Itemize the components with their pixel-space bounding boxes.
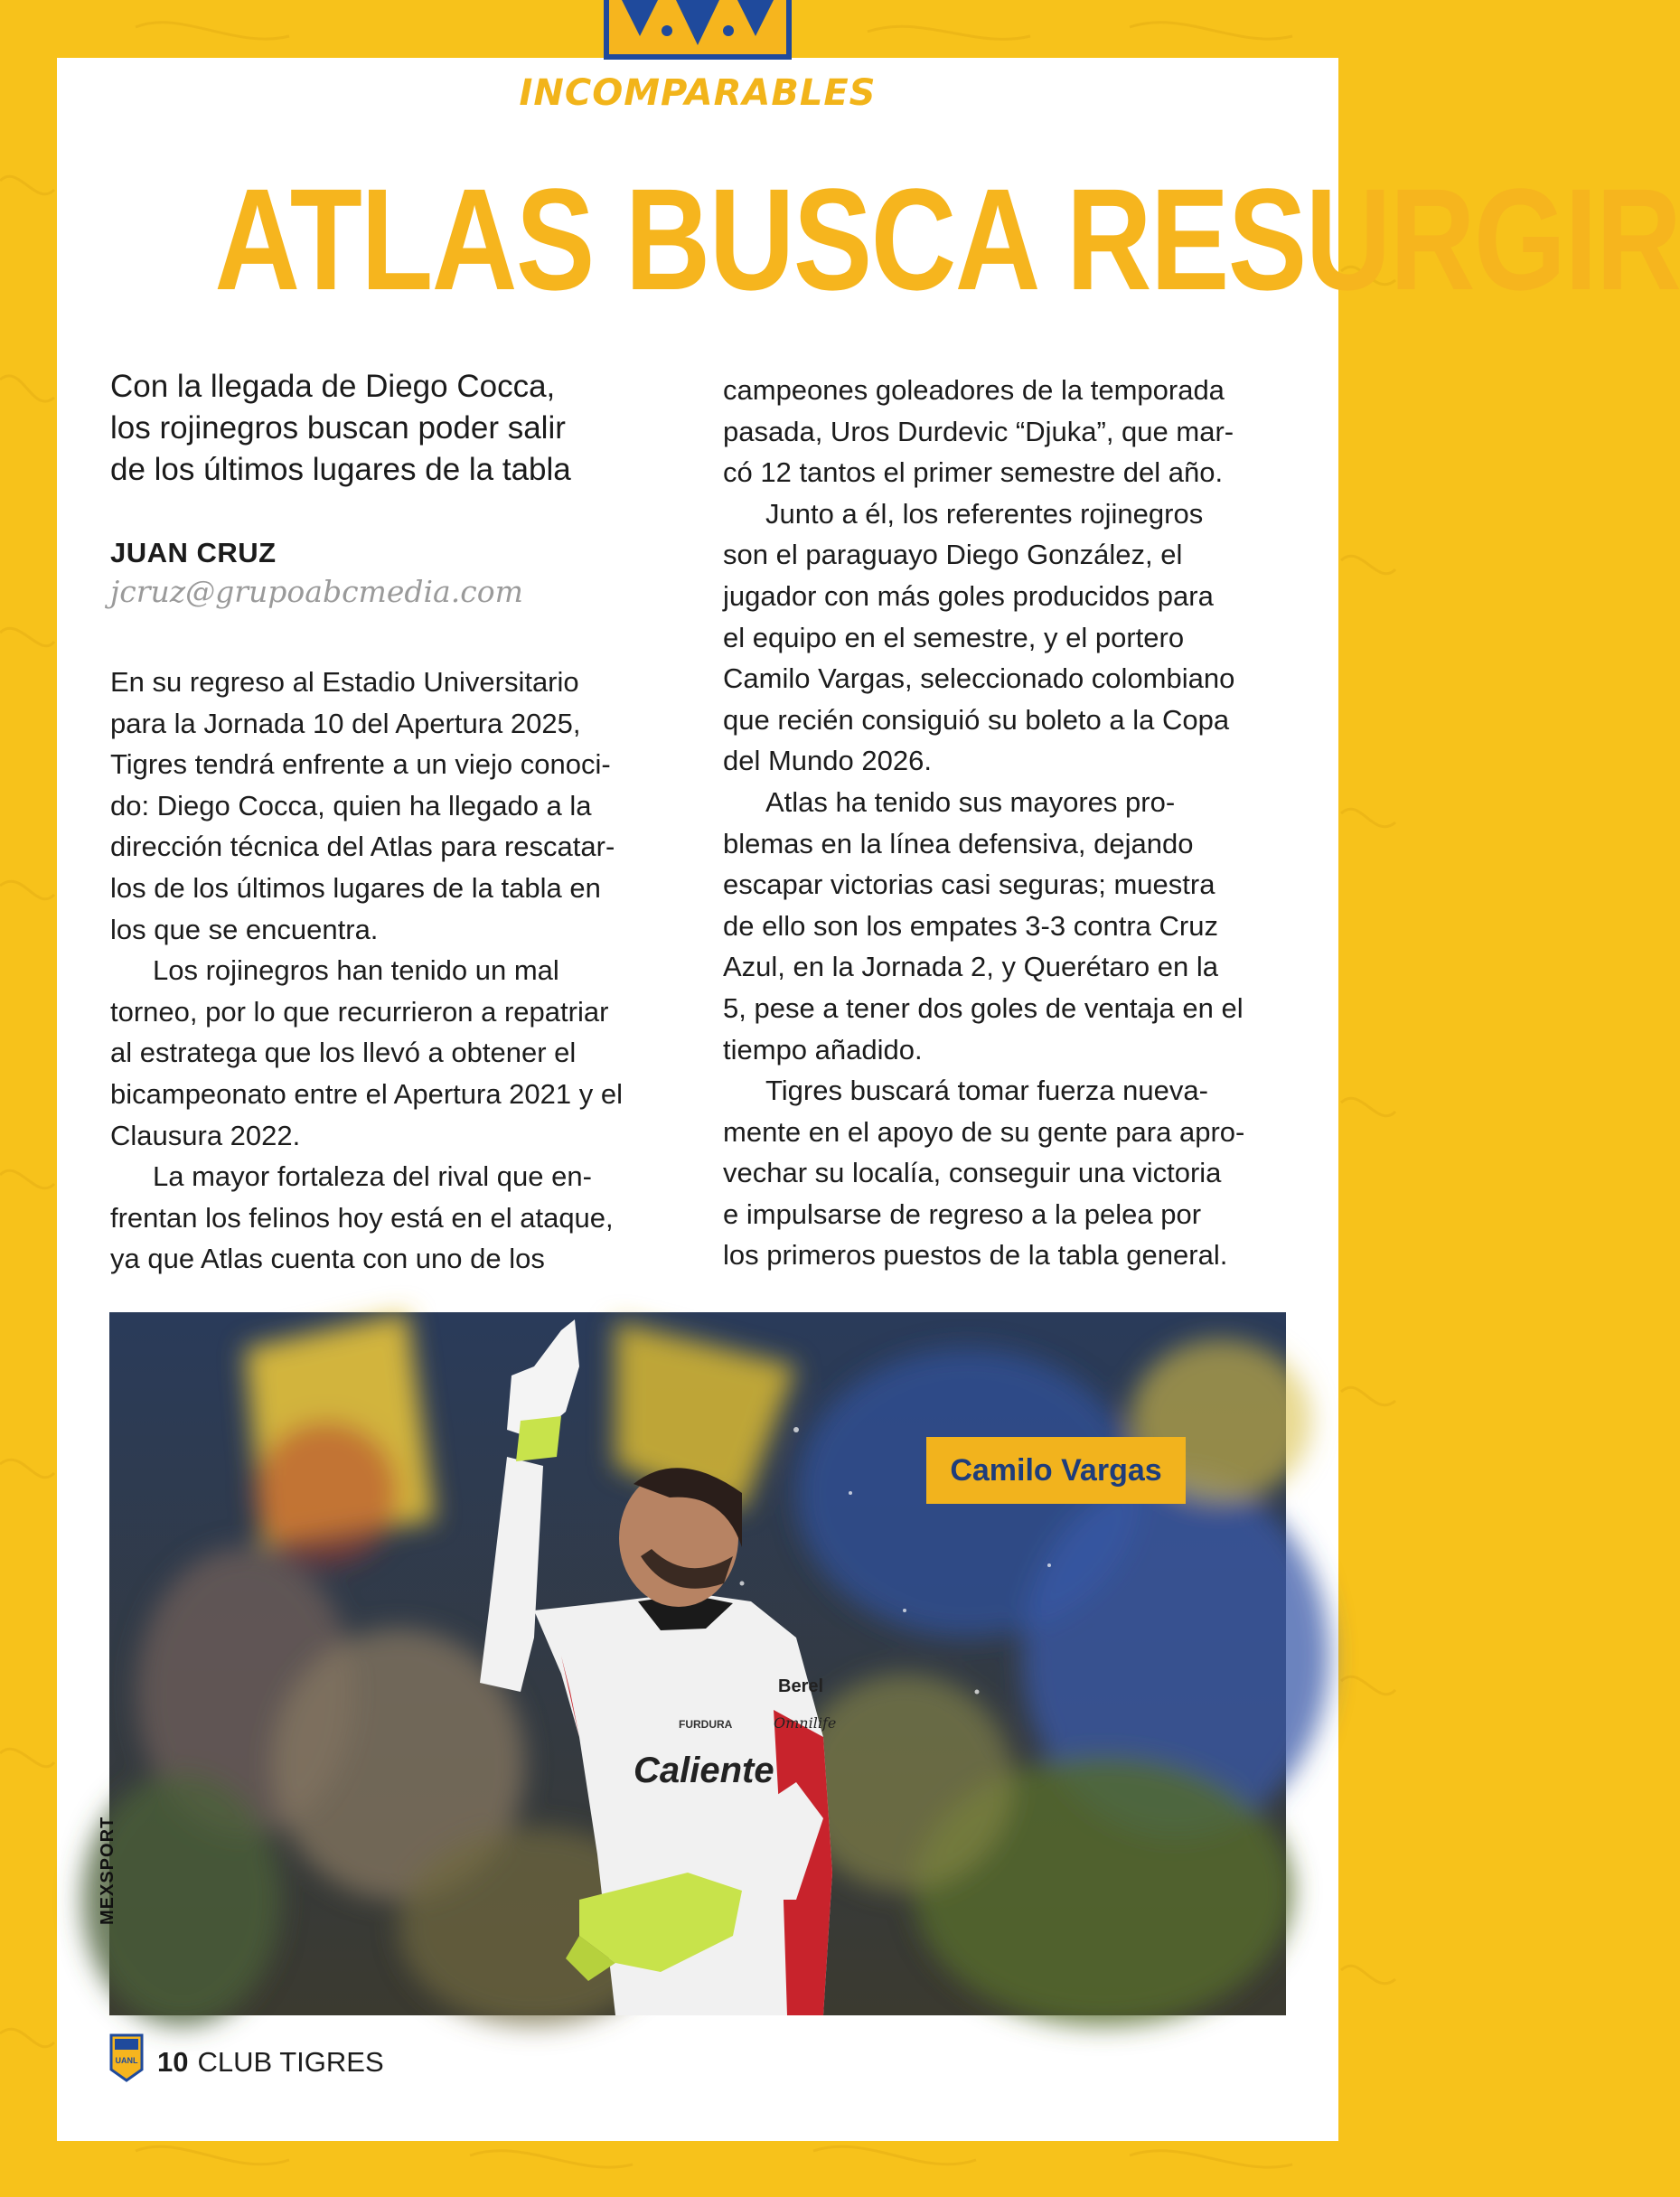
headline: ATLAS BUSCA RESURGIR (214, 158, 1680, 320)
body-line: dirección técnica del Atlas para rescatar- (110, 831, 615, 863)
body-line: Junto a él, los referentes rojinegros (765, 497, 1204, 530)
body-line: torneo, por lo que recurrieron a repatriar (110, 995, 609, 1028)
deck (110, 366, 671, 491)
body-line: los primeros puestos de la tabla general. (723, 1239, 1228, 1272)
body-line: Los rojinegros han tenido un mal (153, 954, 559, 987)
body-line: tiempo añadido. (723, 1033, 923, 1066)
body-line: Tigres buscará tomar fuerza nueva- (765, 1075, 1208, 1107)
goalkeeper-photo (109, 1312, 1286, 2015)
body-column-right (723, 370, 1301, 1276)
body-line: al estratega que los llevó a obtener el (110, 1037, 577, 1069)
body-line: Clausura 2022. (110, 1119, 301, 1151)
brand-wordmark: INCOMPARABLES (519, 72, 877, 114)
body-line: mente en el apoyo de su gente para apro- (723, 1115, 1245, 1148)
badge-text: UANL (115, 2056, 138, 2065)
body-line: los de los últimos lugares de la tabla en (110, 871, 601, 904)
body-column-left (110, 662, 689, 1280)
body-line: Camilo Vargas, seleccionado colombiano (723, 662, 1235, 695)
photo-credit: MEXSPORT (98, 1816, 117, 1925)
body-line: có 12 tantos el primer semestre del año. (723, 456, 1224, 489)
tiger-logo (604, 0, 792, 60)
body-line: Azul, en la Jornada 2, y Querétaro en la (723, 951, 1218, 983)
photo-caption: Camilo Vargas (926, 1437, 1186, 1504)
tigres-badge-icon (109, 2033, 144, 2082)
deck-line: de los últimos lugares de la tabla (110, 452, 571, 487)
footer (157, 2046, 384, 2079)
body-line: e impulsarse de regreso a la pelea por (723, 1197, 1202, 1230)
body-line: para la Jornada 10 del Apertura 2025, (110, 707, 581, 739)
body-line: Atlas ha tenido sus mayores pro- (765, 785, 1176, 818)
jersey-furdura: FURDURA (679, 1718, 733, 1731)
body-line: En su regreso al Estadio Universitario (110, 666, 579, 698)
body-line: bicampeonato entre el Apertura 2021 y el (110, 1077, 623, 1110)
page-number: 10 (157, 2046, 189, 2078)
body-line: pasada, Uros Durdevic “Djuka”, que mar- (723, 415, 1234, 447)
body-line: que recién consiguió su boleto a la Copa (723, 703, 1230, 736)
body-line: ya que Atlas cuenta con uno de los (110, 1243, 545, 1275)
body-line: 5, pese a tener dos goles de ventaja en el (723, 991, 1244, 1024)
body-line: el equipo en el semestre, y el portero (723, 621, 1185, 653)
body-line: Tigres tendrá enfrente a un viejo conoci- (110, 748, 611, 781)
body-line: do: Diego Cocca, quien ha llegado a la (110, 789, 592, 822)
body-line: vechar su localía, conseguir una victoria (723, 1157, 1222, 1189)
deck-line: los rojinegros buscan poder salir (110, 410, 566, 446)
body-line: son el paraguayo Diego González, el (723, 539, 1183, 571)
body-line: blemas en la línea defensiva, dejando (723, 827, 1194, 859)
section-name: CLUB TIGRES (197, 2046, 384, 2078)
body-line: frentan los felinos hoy está en el ataque, (110, 1201, 614, 1234)
body-line: de ello son los empates 3-3 contra Cruz (723, 909, 1218, 942)
jersey-omnilife: Omnilife (774, 1714, 837, 1732)
deck-line: Con la llegada de Diego Cocca, (110, 369, 556, 404)
author-email[interactable]: jcruz@grupoabcmedia.com (110, 574, 523, 609)
body-line: los que se encuentra. (110, 913, 379, 945)
jersey-berel: Berel (778, 1676, 824, 1696)
body-line: campeones goleadores de la temporada (723, 374, 1225, 406)
body-line: escapar victorias casi seguras; muestra (723, 868, 1215, 901)
body-line: La mayor fortaleza del rival que en- (153, 1160, 592, 1193)
body-line: jugador con más goles producidos para (723, 579, 1214, 612)
author-name: JUAN CRUZ (110, 537, 277, 568)
body-line: del Mundo 2026. (723, 745, 932, 777)
jersey-sponsor: Caliente (634, 1751, 774, 1790)
